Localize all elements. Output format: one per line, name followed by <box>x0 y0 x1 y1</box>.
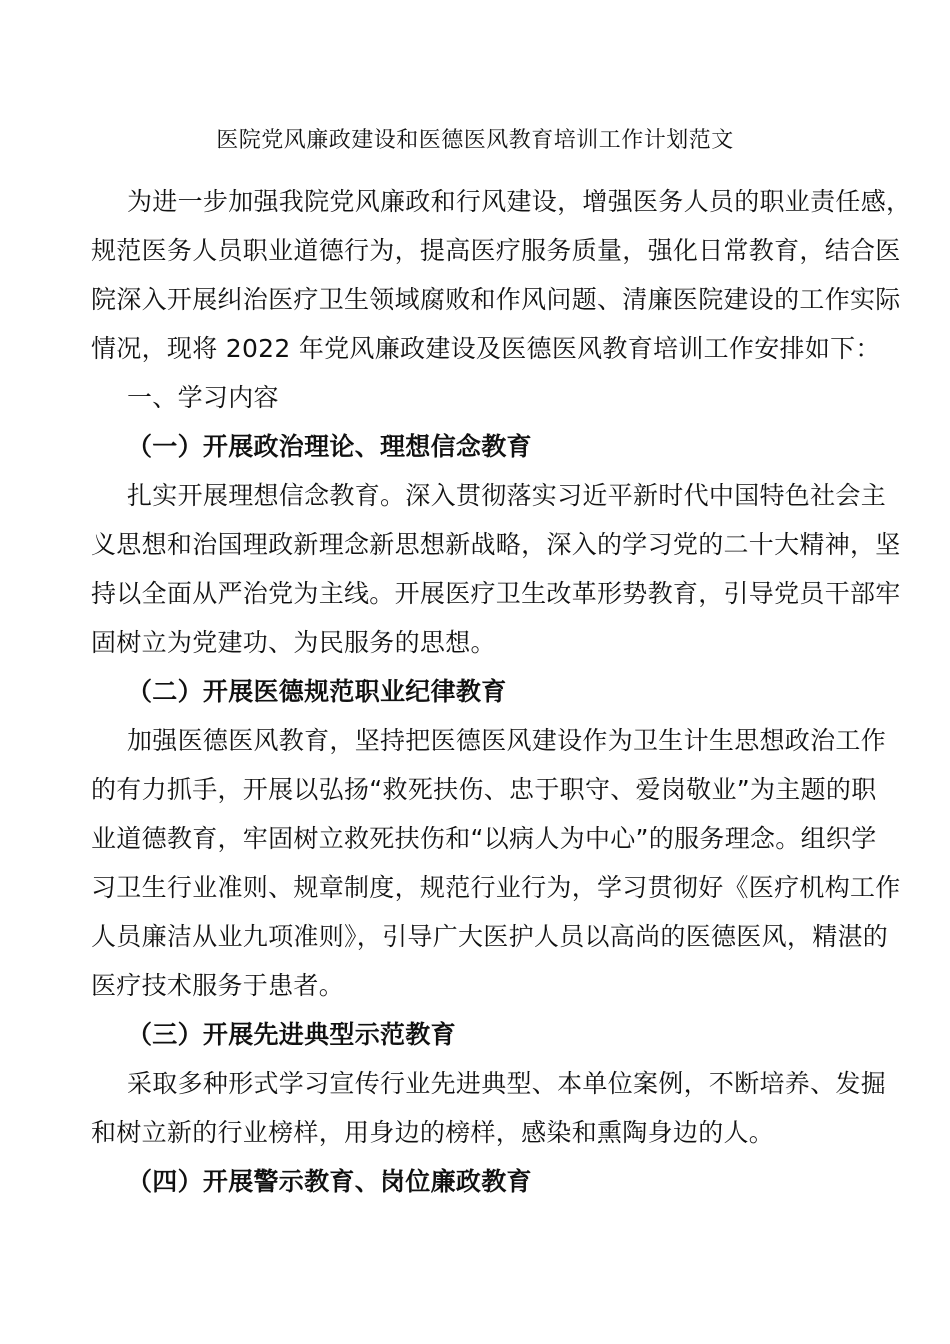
paragraph-intro-line-2: 规范医务人员职业道德行为，提高医疗服务质量，强化日常教育，结合医 <box>91 236 901 265</box>
subheading-medical-ethics: （二）开展医德规范职业纪律教育 <box>127 677 507 706</box>
paragraph-intro-line-3: 院深入开展纠治医疗卫生领域腐败和作风问题、清廉医院建设的工作实际 <box>91 285 901 314</box>
subheading-political-theory: （一）开展政治理论、理想信念教育 <box>127 432 532 461</box>
paragraph-ideals-line-3: 持以全面从严治党为主线。开展医疗卫生改革形势教育，引导党员干部牢 <box>91 579 901 608</box>
paragraph-ethics-line-1: 加强医德医风教育，坚持把医德医风建设作为卫生计生思想政治工作 <box>127 726 887 755</box>
paragraph-models-line-2: 和树立新的行业榜样，用身边的榜样，感染和熏陶身边的人。 <box>91 1118 775 1147</box>
paragraph-ideals-line-2: 义思想和治国理政新理念新思想新战略，深入的学习党的二十大精神，坚 <box>91 530 901 559</box>
paragraph-ideals-line-4: 固树立为党建功、为民服务的思想。 <box>91 628 496 657</box>
paragraph-ethics-line-5: 人员廉洁从业九项准则》，引导广大医护人员以高尚的医德医风，精湛的 <box>91 922 889 951</box>
paragraph-models-line-1: 采取多种形式学习宣传行业先进典型、本单位案例，不断培养、发掘 <box>127 1069 887 1098</box>
section-heading-study-content: 一、学习内容 <box>127 383 279 412</box>
paragraph-ethics-line-2: 的有力抓手，开展以弘扬“救死扶伤、忠于职守、爱岗敬业”为主题的职 <box>91 775 877 804</box>
paragraph-intro-line-1: 为进一步加强我院党风廉政和行风建设，增强医务人员的职业责任感， <box>127 187 912 216</box>
document-body <box>91 177 912 1206</box>
subheading-role-models: （三）开展先进典型示范教育 <box>127 1020 456 1049</box>
paragraph-ethics-line-4: 习卫生行业准则、规章制度，规范行业行为，学习贯彻好《医疗机构工作 <box>91 873 901 902</box>
paragraph-ethics-line-6: 医疗技术服务于患者。 <box>91 971 345 1000</box>
paragraph-intro-line-4: 情况，现将 2022 年党风廉政建设及医德医风教育培训工作安排如下： <box>91 334 881 363</box>
paragraph-ethics-line-3: 业道德教育，牢固树立救死扶伤和“以病人为中心”的服务理念。组织学 <box>91 824 877 853</box>
subheading-warning-education: （四）开展警示教育、岗位廉政教育 <box>127 1167 532 1196</box>
paragraph-ideals-line-1: 扎实开展理想信念教育。深入贯彻落实习近平新时代中国特色社会主 <box>127 481 887 510</box>
document-title: 医院党风廉政建设和医德医风教育培训工作计划范文 <box>216 128 734 153</box>
